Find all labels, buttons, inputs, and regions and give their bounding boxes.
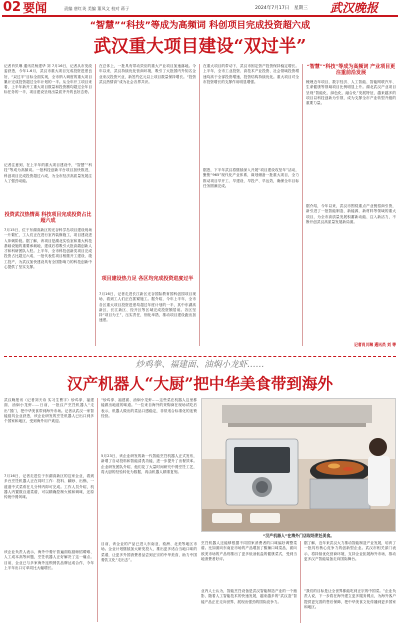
issue-date: 2024年7月17日 [255,6,290,11]
column-divider [300,541,301,623]
article-2-col2-top: “炒鸡拳、福建面、油焖小龙虾……这些菜在机器人这里都能做出地道的味道。”一位来自海外的采购商在现场试吃后表示，机器人做出的菜品口感稳定，非常适合标准化的连锁经营。 [101,398,197,418]
section-name: 要闻 [23,1,48,15]
article-2-kicker: 炒鸡拳、福建面、油焖小龙虾…… [135,360,265,370]
article-2-col1-bottom: 该企业负责人表示，海外中餐厅普遍面临厨师招聘难、人工成本高等问题，烹饪机器人正好解决了这一痛点。目前，企业已与多家海外连锁餐饮品牌达成合作，今年上半年出口订单同比大幅增长。 [4,550,94,570]
article-1-col4-top: 梳理近年项目，数字经济、人工智能、智能网联汽车、生命健康等领域项目比例明显上升。湖北武汉产业项目呈现“智能化、绿色化、融合化”发展特征，越来越多的项目以科技创新为引领，成为支撑全市产业转型升级的重要力量。 [306,80,396,106]
article-2-headline: 汉产机器人“大厨”把中华美食带到海外 [67,374,333,393]
article-2-col1-top: 武汉晚报讯（记者刘天诗 实习生曹宇）炒鸡拳、福建面、油焖小龙虾……日前，一批汉产烹饪机器人“走出”国门，把中华美食带到海外市场。记者从武汉一家智能厨具企业获悉，该企业研发的烹饪机器人已出口到多个国家和地区，受到海外用户欢迎。 [4,398,94,424]
column-divider [199,64,200,346]
article-1-kicker: “智慧”“科技”等成为高频词 科创项目完成投资超六成 [89,20,311,31]
article-2-col3-bottom: 业内人士认为，智能烹饪设备是武汉智能制造产业的一个缩影，随着人工智能技术的快速发展，越来越多的“武汉造”智能产品正在走向世界，展现出强劲的国际竞争力。 [201,589,297,604]
article-1-col1-mid: 记者注意到，在上半年的重大项目建设中，“智慧”“科技”等成为高频词。一批科技创新平台项目加快推进，科创项目完成投资超过六成，为全市经济高质量发展注入了强劲动能。 [4,163,92,183]
robot-chef-illustration [202,399,396,532]
article-1-headline: 武汉重大项目建设“双过半” [93,37,307,57]
column-divider [95,64,96,346]
article-2-col4-top: 据了解，近年来武汉大力推动智能制造产业发展，培育了一批具有核心竞争力的创新型企业。武汉市相关部门表示，将持续优化营商环境，支持企业拓展海外市场，推动更多汉产智能装备走向国际舞台。 [304,541,396,561]
article-1-byline: 记者肖贝琳 通讯员 刘 等 [354,342,396,347]
article-1-col2-bottom: 7月16日，记者走进长江新区光谷国际教育园科创园项目现场，看到工人们正在抓紧施工。据介绍，今年上半年，全市各区重大项目投资进度均超过年度计划的一半，其中东湖高新区、长江新区、经开区等区域完成投资额居前。各区坚持“项目为王”，压实责任，细化举措，推动项目建设跑出加速度。 [99,292,196,323]
column-divider [97,398,98,622]
article-2-col1-mid: 7月16日，记者走进位于东湖高新区的这家企业，看到多台烹饪机器人正在同时工作：投料、翻炒、出锅，一道道中式菜肴在几分钟内即可完成。工作人员介绍，机器人内置数百道菜谱，可以精确控制火候和调味，还原传统中餐风味。 [4,474,94,500]
article-2-col3-top: 烹饪机器人还能够根据不同国家消费者的口味偏好调整菜谱。比如面向东南亚市场的产品增加了酸辣口味菜品，面向欧美市场的产品则推出了更多低油低盐的健康菜式，受到当地消费者好评。 [201,541,297,561]
page-header [0,0,400,17]
issue-weekday: 星期三 [294,6,308,11]
article-1-subhead-3: “智慧”“科技”等成为高频词 产业项目更注重前沿发展 [306,64,396,77]
article-1-col1-top: 记者肖贝琳 通讯员杨建华 刘 7月16日，记者从市发改委获悉，今年1-6月，武汉市重大项目完成投资进度良好，“双过半”目标全面实现，全市纳入调度的重大项目累计完成投资超过全年计划的一半。从全年开工项目来看，上半年新开工重大项目数量和投资额均超过全年目标任务的一半，项目建设呈现出量质齐升的良好态势。 [4,64,92,95]
article-1-subhead-2: 项目建设热力足 各区均完成投资进度过半 [101,276,194,282]
article-2-col2-mid: 5月23日，该企业研发的新一代智能烹饪机器人正式发布，新增了自动投料和智能清洗功能，进一步提升了出餐效率。企业研发团队介绍，他们花了大量时间研究中餐烹饪工艺，将大厨的经验转化为数据，再由机器人精准复刻。 [101,454,197,474]
section-separator [4,356,396,357]
article-1-col3-top: 在重大项目的带动下，武汉市固定资产投资保持稳定增长。上半年，全市工业投资、高技术产业投资、社会领域投资增速均高于全部投资增速，投资结构持续优化。重大项目对全市投资增长的支撑作用明显增强。 [203,64,299,84]
article-2-col4-bottom: “我们的目标是让全世界都能吃到正宗的中国菜。”企业负责人说，下一步将在海外建立更多服务网点，为海外客户提供更完善的售后保障，把中华美食文化传播到更多国家和地区。 [304,589,396,609]
masthead-logo: 武汉晚报 [330,1,379,15]
article-1-col4-bottom: 据介绍，今年以来，武汉市围绕重点产业链招商引资，新引进了一批智能制造、新能源、新材料等领域的重大项目，为全市高质量发展积蓄新动能、注入新活力，不断开创武汉高质量发展新局面。 [306,204,396,224]
robot-chef-photo [201,398,396,532]
page-number: 02 [3,0,22,15]
header-rule [2,15,398,17]
article-2-col2-bottom: 目前，该企业的产品已进入东南亚、欧洲、北美等地区市场。企业计划继续加大研发投入，推出更多适合当地口味的菜谱，让更多外国消费者品尝到正宗的中华美食，助力中国餐饮文化“走出去”。 [101,542,197,562]
column-divider [302,64,303,346]
article-1-col2-top: 在总体上，一批具有带动效应的重大产业项目加速落地。今年以来，武汉持续优化营商环境，吸引了大批国内外知名企业来汉投资兴业，新签约亿元以上项目数量保持增长。“投资武汉热情高”成为社会各界共识。 [99,64,196,84]
photo-caption: “汉产机器人”在海外门店现场烹饪美食。 [262,533,335,538]
article-1-col3-mid: 据悉，下半年武汉将继续深入开展“项目建设攻坚年”活动，聚焦“965”现代化产业体系，谋划储备一批重大项目，全力推动项目早开工、早建设、早投产、早达效，确保全年目标任务圆满完成。 [203,168,299,188]
article-1-subhead-1: 投资武汉热情高 科技项目完成投资占比超六成 [4,212,92,225]
article-1-col1-bottom: 7月15日，位于东湖高新区的光谷科学岛项目建设现场一片繁忙，工人们正在进行室内装修施工，项目建设进入冲刺阶段。据了解，该项目是湖北实验室和重大科技基础设施的重要承载地，建成后将吸引大批高端创新人才和科研团队入驻。上半年，全市科技创新类项目完成投资占比超过六成，一批代表性项目相继开工建设、竣工投产，为武汉加快建设具有全国影响力的科技创新中心提供了坚实支撑。 [4,228,92,270]
editor-credits: 责编 唐红英 美编 董凤文 校对 蒋子 [64,6,130,11]
